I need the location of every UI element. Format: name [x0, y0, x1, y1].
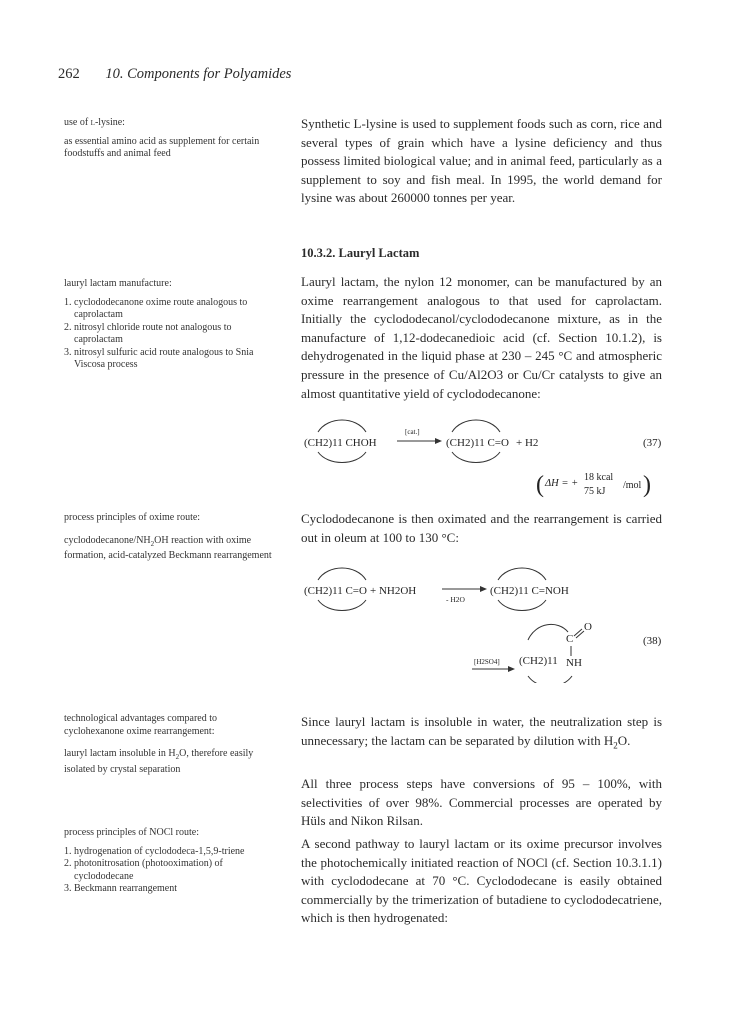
paragraph-oximation: [301, 510, 662, 557]
margin-note-text: as essential amino acid as supplement for certain foodstuffs and animal feed: [64, 135, 260, 159]
list-item: 3. nitrosyl sulfuric acid route analogous to Snia Viscosa process: [64, 346, 254, 370]
equation-38: [300, 558, 665, 683]
list-item: 1. cyclododecanone oxime route analogous to caprolactam: [64, 296, 248, 320]
margin-note-title: lauryl lactam manufacture:: [64, 278, 172, 289]
water-label: - H2O: [446, 595, 465, 604]
margin-note-list: [64, 846, 276, 896]
reactant-formula: (CH2)11 CHOH: [304, 437, 377, 449]
ring-bottom-arc: [318, 452, 366, 463]
margin-note-title: process principles of oxime route:: [64, 512, 201, 523]
list-item: 2. nitrosyl chloride route not analogous to caprolactam: [64, 321, 232, 345]
paragraph-text: Cyclododecanone is then oximated and the rearrangement is carried out in oleum at 100 to 130 °C:: [301, 511, 662, 545]
double-bond-1: [574, 629, 582, 636]
lactam-carbon: C: [566, 633, 574, 645]
delta-h-kcal: 18 kcal: [584, 472, 614, 483]
margin-note-manufacture: [64, 278, 276, 372]
list-item: 2. photonitrosation (photooximation) of cyclododecane: [64, 858, 223, 882]
ring-bottom-arc: [318, 600, 366, 611]
byproduct: + H2: [516, 437, 539, 449]
ring-top-arc: [498, 568, 546, 580]
margin-note-text: lauryl lactam insoluble in $H_2O$, therefore easily isolated by crystal separation: [64, 748, 254, 775]
equation-number: (37): [643, 437, 662, 449]
arrow-head: [508, 666, 515, 672]
list-item: 1. hydrogenation of cyclododeca-1,5,9-triene: [64, 845, 245, 857]
lactam-nh: NH: [566, 657, 582, 669]
chapter-title: 10. Components for Polyamides: [105, 66, 292, 82]
margin-note-title: technological advantages compared to cyclohexanone oxime rearrangement:: [64, 713, 217, 737]
paragraph-lactam: [301, 273, 662, 413]
paragraph-second-pathway: [301, 835, 662, 938]
catalyst-label: [cat.]: [405, 428, 420, 436]
ring-top-arc: [318, 568, 366, 580]
section-heading: 10.3.2. Lauryl Lactam: [301, 246, 420, 260]
ring-bottom-arc: [452, 452, 500, 463]
margin-note-advantages: [64, 713, 276, 782]
oxime-formula: (CH2)11 C=NOH: [490, 585, 569, 597]
paragraph-text: A second pathway to lauryl lactam or its oxime precursor involves the photochemically initiated reaction of NOCl (cf. Section 10.3.1.1) with cyclododecane at 70 °C. Cyclododecane is easily obtained commercially by the trimerization of butadiene to cyclododecatriene, which is then hydrogenated:: [301, 836, 662, 926]
paragraph-text: Synthetic L-lysine is used to supplement foods such as corn, rice and several types of grain which have a lysine deficiency and thus possess limited biological value; and in animal feed, particularly as a supplement to soy and fish meal. In 1995, the world demand for lysine was about 260000 tonnes per year.: [301, 116, 662, 206]
margin-note-title: process principles of NOCl route:: [64, 827, 199, 838]
margin-note-lysine: [64, 117, 276, 167]
acid-label: [H2SO4]: [474, 658, 500, 666]
product-formula: (CH2)11 C=O: [446, 437, 509, 449]
delta-h-kj: 75 kJ: [584, 486, 606, 497]
ring-top-arc: [452, 420, 500, 432]
paragraph-insoluble: [301, 713, 662, 765]
ring-top-arc: [318, 420, 366, 432]
delta-h-label: ΔH = +: [545, 478, 579, 489]
margin-note-oxime: [64, 512, 276, 569]
reagent: + NH2OH: [370, 585, 417, 597]
equation-number: (38): [643, 635, 662, 647]
paren-right: ): [643, 472, 651, 498]
running-header: [58, 66, 291, 83]
ring-bottom-arc: [498, 600, 546, 611]
arrow-head: [435, 438, 442, 444]
double-bond-2: [576, 631, 584, 638]
delta-h-unit: /mol: [623, 480, 642, 491]
page-number: 262: [58, 66, 80, 82]
margin-note-text: cyclododecanone/$NH_2OH$ reaction with oxime formation, acid-catalyzed Beckmann rearrangement: [64, 534, 272, 561]
paragraph-lysine: [301, 115, 662, 218]
paragraph-conversions: [301, 775, 662, 841]
paren-left: (: [536, 472, 544, 498]
margin-note-nocl: [64, 827, 276, 896]
margin-note-list: [64, 297, 276, 372]
paragraph-text: Lauryl lactam, the nylon 12 monomer, can be manufactured by an oxime rearrangement analogous to that used for caprolactam. Initially the cyclododecanol/cyclododecanone mixture, as in the manufacture of 1,12-dodecanedioic acid (cf. Section 10.1.2), is dehydrogenated in the liquid phase at 230 – 245 °C and atmospheric pressure in the presence of Cu/Al2O3 or Cu/Cr catalysts to give an almost quantitative yield of cyclododecanone:: [301, 274, 662, 401]
list-item: 3. Beckmann rearrangement: [64, 883, 178, 894]
paragraph-text: All three process steps have conversions of 95 – 100%, with selectivities of over 98%. Commercial processes are operated by Hüls and Nikon Rilsan.: [301, 776, 662, 829]
lactam-oxygen: O: [584, 621, 592, 633]
lactam-ring-label: (CH2)11: [519, 655, 558, 667]
arrow-head: [480, 586, 487, 592]
paragraph-text: Since lauryl lactam is insoluble in water, the neutralization step is unnecessary; the lactam can be separated by dilution with $H_2O$.: [301, 714, 662, 751]
equation-37: [300, 410, 665, 505]
reactant-formula: (CH2)11 C=O: [304, 585, 367, 597]
margin-note-title: use of l-lysine:: [64, 117, 125, 128]
lactam-ring-top: [528, 624, 568, 640]
lactam-ring-bottom: [528, 676, 572, 683]
